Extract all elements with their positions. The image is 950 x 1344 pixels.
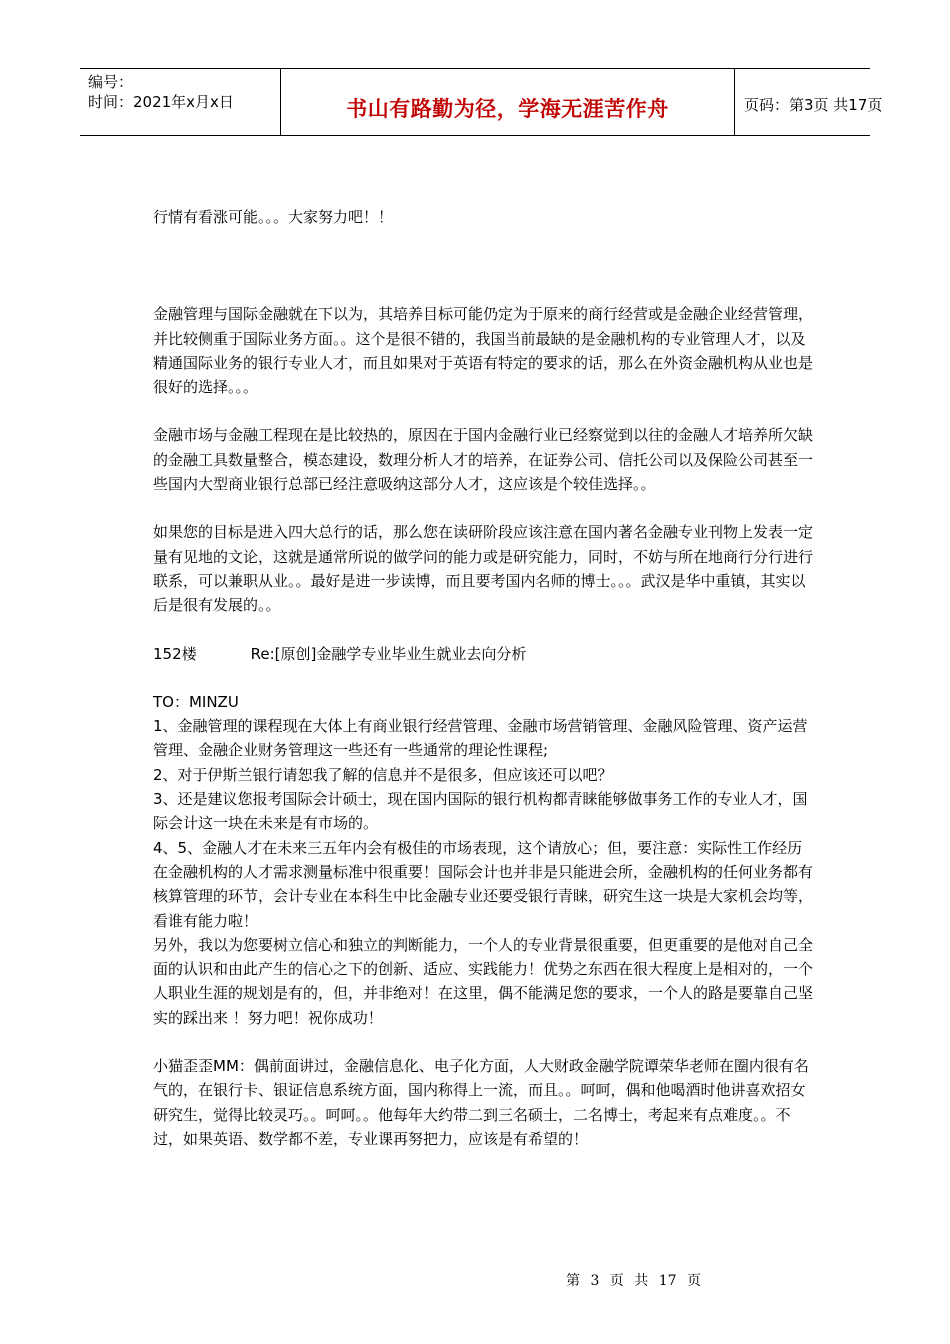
paragraph-advice: 另外，我以为您要树立信心和独立的判断能力，一个人的专业背景很重要，但更重要的是他对自己全面的认识和由此产生的信心之下的创新、适应、实践能力！优势之东西在很大程度上是相对的，一个人职业生涯的规划是有的，但，并非绝对！在这里，偶不能满足您的要求，一个人的路是要靠自己坚实的踩出来 ！努力吧！祝你成功！	[153, 935, 814, 1027]
paragraph-reply-kitten: 小猫歪歪MM：偶前面讲过，金融信息化、电子化方面，人大财政金融学院谭荣华老师在圈内很有名气的，在银行卡、银证信息系统方面，国内称得上一流，而且。。呵呵，偶和他喝酒时他讲喜欢招女研究生，觉得比较灵巧。。呵呵。。他每年大约带二到三名硕士，二名博士，考起来有点难度。。不过，如果英语、数学都不差，专业课再努把力，应该是有希望的！	[153, 1057, 809, 1148]
header-motto: 书山有路勤为径，学海无涯苦作舟	[281, 69, 735, 135]
page-footer: 第 3 页 共 17 页	[566, 1273, 701, 1289]
paragraph-financial-management: 金融管理与国际金融就在下以为，其培养目标可能仍定为于原来的商行经营或是金融企业经营管理，并比较侧重于国际业务方面。。这个是很不错的，我国当前最缺的是金融机构的专业管理人才，以及精通国际业务的银行专业人才，而且如果对于英语有特定的要求的话，那么在外资金融机构从业也是很好的选择。。。	[153, 305, 814, 397]
paragraph-market-outlook: 行情有看涨可能。。。大家努力吧！！	[153, 208, 394, 226]
document-time-label: 时间：2021年x月x日	[88, 93, 234, 111]
post-title: Re:[原创]金融学专业毕业生就业去向分析	[250, 644, 527, 663]
list-item-islamic-banking: 2、对于伊斯兰银行请恕我了解的信息并不是很多，但应该还可以吧？	[153, 765, 613, 784]
page-header	[80, 68, 883, 136]
list-item-courses: 1、金融管理的课程现在大体上有商业银行经营管理、金融市场营销管理、金融风险管理、资产运营管理、金融企业财务管理这一些还有一些通常的理论性课程;	[153, 717, 808, 760]
header-page-info: 页码：第3页 共17页	[744, 96, 883, 114]
document-number-label: 编号：	[88, 73, 134, 91]
list-item-market-outlook: 4、5、金融人才在未来三五年内会有极佳的市场表现，这个请放心；但，要注意：实际性工作经历在金融机构的人才需求测量标准中很重要！国际会计也并非是只能进会所，金融机构的任何业务都有核算管理的环节，会计专业在本科生中比金融专业还要受银行青睐，研究生这一块是大家机会均等，看谁有能力啦！	[153, 838, 814, 930]
post-floor-number: 152楼	[153, 644, 197, 663]
paragraph-big-four-banks: 如果您的目标是进入四大总行的话，那么您在读研阶段应该注意在国内著名金融专业刊物上发表一定量有见地的文论，这就是通常所说的做学问的能力或是研究能力，同时，不妨与所在地商行分行进行联系，可以兼职从业。。最好是进一步读博，而且要考国内名师的博士。。。武汉是华中重镇，其实以后是很有发展的。。	[153, 523, 814, 615]
post-header	[153, 642, 813, 666]
list-item-accounting: 3、还是建议您报考国际会计硕士，现在国内国际的银行机构都青睐能够做事务工作的专业人才，国际会计这一块在未来是有市场的。	[153, 790, 808, 833]
header-meta-cell	[80, 69, 281, 135]
paragraph-financial-engineering: 金融市场与金融工程现在是比较热的，原因在于国内金融行业已经察觉到以往的金融人才培养所欠缺的金融工具数量整合，模态建设，数理分析人才的培养，在证券公司、信托公司以及保险公司甚至一些国内大型商业银行总部已经注意吸纳这部分人才，这应该是个较佳选择。。	[153, 426, 814, 494]
post-recipient: TO：MINZU	[153, 692, 239, 711]
document-body	[153, 205, 813, 1151]
